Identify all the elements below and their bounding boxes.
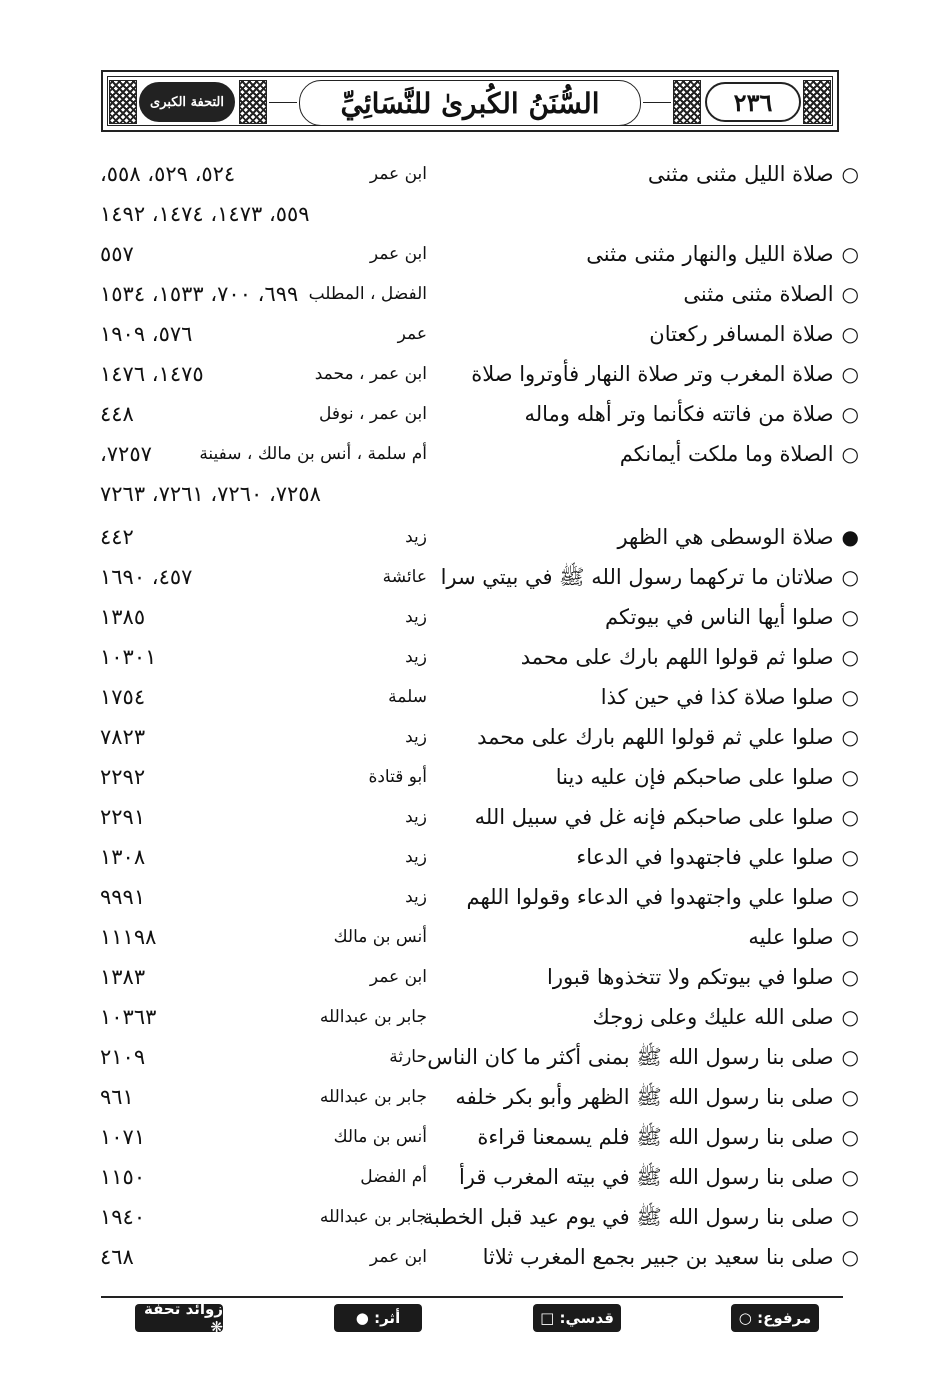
marker-icon: ○	[841, 1125, 859, 1149]
hadith-text	[479, 601, 859, 633]
hadith-text-label: صلوا صلاة كذا في حين كذا	[600, 685, 834, 709]
reference-numbers-label: ٧٢٥٨، ٧٢٦٠، ٧٢٦١، ٧٢٦٣	[100, 482, 321, 506]
reference-numbers	[100, 478, 430, 510]
reference-numbers-label: ٥٧٦، ١٩٠٩	[100, 322, 193, 346]
marker-icon: ○	[841, 1205, 859, 1229]
hadith-text	[479, 238, 859, 270]
legend-zawaid: زوائد تحفة ❋	[135, 1304, 223, 1332]
reference-numbers-label: ١٣٨٣	[100, 965, 146, 989]
narrator: جابر بن عبدالله	[319, 1087, 427, 1107]
reference-numbers	[100, 398, 430, 430]
legend-athar: أثر: ●	[334, 1304, 422, 1332]
reference-numbers	[100, 921, 430, 953]
page-number: ٢٣٦	[705, 82, 801, 122]
hadith-text-label: صلوا في بيوتكم ولا تتخذوها قبورا	[547, 965, 834, 989]
hadith-text	[474, 801, 859, 833]
reference-numbers-label: ٢٢٩١	[100, 805, 146, 829]
reference-numbers-label: ٦٩٩، ٧٠٠، ١٥٣٣، ١٥٣٤	[100, 282, 299, 306]
hadith-text-label: صلى بنا رسول الله ﷺ فلم يسمعنا قراءة	[477, 1125, 834, 1149]
narrator: أنس بن مالك	[333, 1127, 427, 1147]
reference-numbers-label: ١٠٧١	[100, 1125, 146, 1149]
hadith-text	[422, 1201, 859, 1233]
legend-marfu: مرفوع: ○	[731, 1304, 819, 1332]
hadith-text	[479, 761, 859, 793]
hadith-text	[479, 841, 859, 873]
hadith-text	[471, 358, 859, 390]
hadith-text-label: صلاة من فاتته فكأنما وتر أهله وماله	[524, 402, 834, 426]
hadith-text-label: صلوا علي ثم قولوا اللهم بارك على محمد	[477, 725, 834, 749]
reference-numbers	[100, 641, 430, 673]
reference-numbers-label: ٢٢٩٢	[100, 765, 146, 789]
marker-icon: ○	[841, 162, 859, 186]
reference-numbers-label: ٧٢٥٧،	[100, 442, 152, 466]
marker-icon: ○	[841, 925, 859, 949]
reference-numbers	[100, 1201, 430, 1233]
narrator: أم الفضل	[360, 1167, 427, 1187]
reference-numbers	[100, 198, 430, 230]
reference-numbers	[100, 1241, 430, 1273]
marker-icon: ○	[841, 362, 859, 386]
hadith-text-label: صلاة المسافر ركعتان	[649, 322, 834, 346]
marker-icon: ○	[841, 322, 859, 346]
narrator: سلمة	[388, 687, 427, 707]
marker-icon: ○	[841, 605, 859, 629]
hadith-text	[479, 398, 859, 430]
reference-numbers-label: ١٩٤٠	[100, 1205, 146, 1229]
hadith-text-label: صلوا على صاحبكم فإن عليه دينا	[555, 765, 834, 789]
marker-icon: ○	[841, 885, 859, 909]
hadith-text-label: صلى بنا رسول الله ﷺ بمنى أكثر ما كان الناس	[427, 1045, 834, 1069]
marker-icon: ○	[841, 965, 859, 989]
narrator: عائشة	[382, 567, 427, 587]
hadith-text	[466, 881, 859, 913]
reference-numbers	[100, 358, 430, 390]
hadith-text	[479, 158, 859, 190]
marker-icon: ○	[841, 1005, 859, 1029]
hadith-text	[479, 721, 859, 753]
marker-icon: ●	[841, 525, 859, 549]
reference-numbers	[100, 881, 430, 913]
marker-icon: ○	[841, 685, 859, 709]
hadith-text-label: صلاتان ما تركهما رسول الله ﷺ في بيتي سرا	[440, 565, 834, 589]
reference-numbers	[100, 841, 430, 873]
marker-icon: ○	[841, 402, 859, 426]
reference-numbers-label: ١٧٥٤	[100, 685, 146, 709]
narrator: الفضل ، المطلب	[308, 284, 427, 304]
hadith-text-label: صلاة المغرب وتر صلاة النهار فأوتروا صلاة	[471, 362, 834, 386]
hadith-text-label: الصلاة مثنى مثنى	[683, 282, 834, 306]
reference-numbers-label: ٤٥٧، ١٦٩٠	[100, 565, 193, 589]
hadith-text	[479, 1121, 859, 1153]
hadith-text	[479, 641, 859, 673]
publisher-logo: التحفة الكبرى	[139, 82, 235, 122]
reference-numbers-label: ١٠٣٠١	[100, 645, 157, 669]
hadith-text-label: صلى بنا رسول الله ﷺ الظهر وأبو بكر خلفه	[455, 1085, 834, 1109]
reference-numbers	[100, 158, 430, 190]
marker-icon: ○	[841, 282, 859, 306]
hadith-text	[479, 478, 859, 510]
narrator: جابر بن عبدالله	[319, 1007, 427, 1027]
legend-qudsi: قدسي: □	[533, 1304, 621, 1332]
reference-numbers	[100, 438, 430, 470]
narrator: جابر بن عبدالله	[319, 1207, 427, 1227]
reference-numbers-label: ١٤٧٥، ١٤٧٦	[100, 362, 204, 386]
narrator: زيد	[405, 527, 427, 547]
marker-icon: ○	[841, 565, 859, 589]
narrator: زيد	[405, 607, 427, 627]
hadith-text-label: صلاة الليل والنهار مثنى مثنى	[586, 242, 834, 266]
marker-icon: ○	[841, 1165, 859, 1189]
reference-numbers	[100, 521, 430, 553]
footer-rule	[101, 1296, 843, 1298]
narrator: أم سلمة ، أنس بن مالك ، سفينة	[199, 444, 427, 464]
hadith-text	[479, 1241, 859, 1273]
reference-numbers-label: ٤٦٨	[100, 1245, 134, 1269]
hadith-text	[479, 318, 859, 350]
marker-icon: ○	[841, 442, 859, 466]
narrator: ابن عمر ، محمد	[314, 364, 427, 384]
reference-numbers	[100, 278, 430, 310]
reference-numbers-label: ٩٦١	[100, 1085, 134, 1109]
marker-icon: ○	[841, 242, 859, 266]
narrator: ابن عمر	[369, 164, 427, 184]
narrator: أنس بن مالك	[333, 927, 427, 947]
reference-numbers-label: ٥٥٧	[100, 242, 134, 266]
hadith-text-label: صلى بنا رسول الله ﷺ في يوم عيد قبل الخطبة	[422, 1205, 834, 1229]
narrator: ابن عمر	[369, 244, 427, 264]
book-title: السُّنَنُ الكُبرىٰ للنَّسَائِيِّ	[299, 80, 641, 126]
reference-numbers-label: ١٠٣٦٣	[100, 1005, 157, 1029]
hadith-text-label: صلوا أيها الناس في بيوتكم	[605, 605, 834, 629]
reference-numbers	[100, 238, 430, 270]
hadith-text-label: صلى بنا سعيد بن جبير بجمع المغرب ثلاثا	[482, 1245, 834, 1269]
reference-numbers	[100, 1041, 430, 1073]
hadith-text	[479, 1001, 859, 1033]
reference-numbers	[100, 318, 430, 350]
reference-numbers-label: ٥٥٩، ١٤٧٣، ١٤٧٤، ١٤٩٢	[100, 202, 310, 226]
narrator: ابن عمر	[369, 967, 427, 987]
reference-numbers-label: ٧٨٢٣	[100, 725, 146, 749]
reference-numbers	[100, 1081, 430, 1113]
narrator: ابن عمر ، نوفل	[319, 404, 427, 424]
reference-numbers	[100, 1121, 430, 1153]
reference-numbers-label: ٤٤٢	[100, 525, 134, 549]
hadith-text	[479, 438, 859, 470]
reference-numbers	[100, 1161, 430, 1193]
narrator: عمر	[397, 324, 427, 344]
reference-numbers	[100, 561, 430, 593]
narrator: ابن عمر	[369, 1247, 427, 1267]
reference-numbers	[100, 801, 430, 833]
narrator: زيد	[405, 807, 427, 827]
narrator: زيد	[405, 647, 427, 667]
reference-numbers	[100, 681, 430, 713]
hadith-text	[479, 921, 859, 953]
hadith-text-label: صلوا علي واجتهدوا في الدعاء وقولوا اللهم	[466, 885, 834, 909]
hadith-text	[458, 1161, 859, 1193]
hadith-text-label: صلوا ثم قولوا اللهم بارك على محمد	[520, 645, 834, 669]
reference-numbers	[100, 961, 430, 993]
hadith-text-label: الصلاة وما ملكت أيمانكم	[619, 442, 834, 466]
reference-numbers	[100, 601, 430, 633]
hadith-text	[479, 198, 859, 230]
reference-numbers-label: ١٣٨٥	[100, 605, 146, 629]
narrator: زيد	[405, 847, 427, 867]
marker-icon: ○	[841, 1245, 859, 1269]
reference-numbers-label: ٩٩٩١	[100, 885, 146, 909]
marker-icon: ○	[841, 805, 859, 829]
narrator: زيد	[405, 887, 427, 907]
marker-icon: ○	[841, 1045, 859, 1069]
hadith-text	[440, 561, 859, 593]
hadith-text-label: صلوا عليه	[748, 925, 834, 949]
hadith-text	[479, 278, 859, 310]
hadith-text	[479, 961, 859, 993]
narrator: أبو قتادة	[368, 767, 427, 787]
hadith-text-label: صلى بنا رسول الله ﷺ في بيته المغرب قرأ	[458, 1165, 834, 1189]
marker-icon: ○	[841, 845, 859, 869]
reference-numbers-label: ٢١٠٩	[100, 1045, 146, 1069]
reference-numbers	[100, 1001, 430, 1033]
reference-numbers	[100, 761, 430, 793]
reference-numbers-label: ٥٢٤، ٥٢٩، ٥٥٨،	[100, 162, 236, 186]
reference-numbers-label: ١٣٠٨	[100, 845, 146, 869]
narrator: زيد	[405, 727, 427, 747]
hadith-text-label: صلاة الوسطى هي الظهر	[617, 525, 834, 549]
reference-numbers-label: ١١٥٠	[100, 1165, 146, 1189]
narrator: حارثة	[389, 1047, 427, 1067]
hadith-text-label: صلاة الليل مثنى مثنى	[647, 162, 834, 186]
reference-numbers-label: ٤٤٨	[100, 402, 134, 426]
hadith-text	[479, 521, 859, 553]
hadith-text	[479, 681, 859, 713]
marker-icon: ○	[841, 1085, 859, 1109]
hadith-text	[427, 1041, 859, 1073]
marker-icon: ○	[841, 765, 859, 789]
hadith-text	[455, 1081, 859, 1113]
hadith-text-label: صلوا علي فاجتهدوا في الدعاء	[576, 845, 834, 869]
marker-icon: ○	[841, 645, 859, 669]
hadith-text-label: صلى الله عليك وعلى زوجك	[592, 1005, 834, 1029]
marker-icon: ○	[841, 725, 859, 749]
reference-numbers	[100, 721, 430, 753]
hadith-text-label: صلوا على صاحبكم فإنه غل في سبيل الله	[474, 805, 834, 829]
reference-numbers-label: ١١١٩٨	[100, 925, 157, 949]
